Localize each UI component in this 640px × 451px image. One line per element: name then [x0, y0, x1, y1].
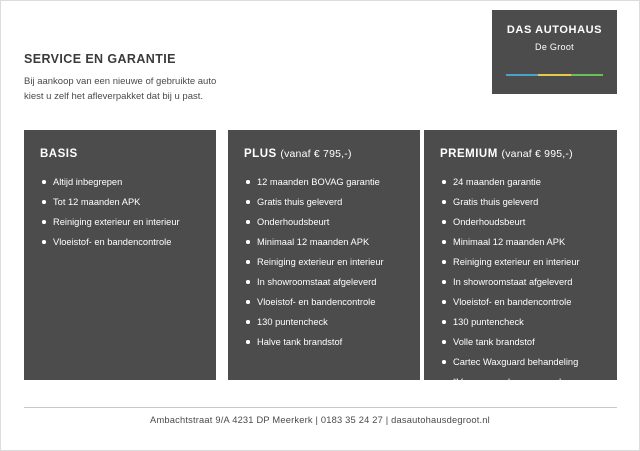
package-card-plus	[228, 130, 420, 380]
list-item: In showroomstaat afgeleverd	[440, 276, 601, 288]
list-item: Tot 12 maanden APK	[40, 196, 200, 208]
list-item: 12 maanden BOVAG garantie	[244, 176, 404, 188]
list-item: Vloeistof- en bandencontrole	[244, 296, 404, 308]
headline-line-2: kiest u zelf het afleverpakket dat bij u past.	[24, 91, 204, 102]
package-feature-list-basis	[40, 176, 200, 248]
package-footnote-premium: *Vraag naar de voorwaarden	[453, 377, 572, 387]
footer-divider	[24, 407, 617, 408]
list-item: Gratis thuis geleverd	[440, 196, 601, 208]
package-name-plus: PLUS	[244, 148, 277, 160]
company-subtitle: De Groot	[535, 42, 574, 52]
list-item: Cartec Waxguard behandeling	[440, 356, 601, 368]
list-item: Minimaal 12 maanden APK	[440, 236, 601, 248]
logo-rule-segment-3	[571, 74, 603, 76]
logo-color-rule	[506, 74, 603, 76]
list-item: 130 puntencheck	[244, 316, 404, 328]
list-item: Volle tank brandstof	[440, 336, 601, 348]
package-title-basis	[40, 148, 200, 160]
logo-rule-segment-2	[538, 74, 570, 76]
list-item: 24 maanden garantie	[440, 176, 601, 188]
package-price-plus: (vanaf € 795,-)	[280, 148, 352, 160]
list-item: 130 puntencheck	[440, 316, 601, 328]
headline-block	[24, 52, 324, 104]
package-feature-list-premium	[440, 176, 601, 388]
package-title-plus	[244, 148, 404, 160]
list-item: Reiniging exterieur en interieur	[40, 216, 200, 228]
headline-line-1: Bij aankoop van een nieuwe of gebruikte auto	[24, 76, 217, 87]
footer-contact: Ambachtstraat 9/A 4231 DP Meerkerk | 0183 35 24 27 | dasautohausdegroot.nl	[150, 415, 490, 425]
list-item: Gratis thuis geleverd	[244, 196, 404, 208]
list-item: Vloeistof- en bandencontrole	[440, 296, 601, 308]
package-name-premium: PREMIUM	[440, 148, 498, 160]
list-item: Vloeistof- en bandencontrole	[40, 236, 200, 248]
list-item: Onderhoudsbeurt	[244, 216, 404, 228]
page-title: SERVICE EN GARANTIE	[24, 52, 176, 66]
company-name: DAS AUTOHAUS	[506, 24, 603, 36]
package-title-premium	[440, 148, 601, 160]
package-card-premium	[424, 130, 617, 387]
list-item: Altijd inbegrepen	[40, 176, 200, 188]
package-feature-list-plus	[244, 176, 404, 348]
package-name-basis: BASIS	[40, 148, 78, 160]
list-item: In showroomstaat afgeleverd	[244, 276, 404, 288]
package-card-basis	[24, 130, 216, 380]
company-logo-block	[492, 10, 617, 94]
list-item: Reiniging exterieur en interieur	[440, 256, 601, 268]
logo-rule-segment-1	[506, 74, 538, 76]
list-item: Reiniging exterieur en interieur	[244, 256, 404, 268]
package-price-premium: (vanaf € 995,-)	[501, 148, 573, 160]
list-item: Minimaal 12 maanden APK	[244, 236, 404, 248]
list-item: Halve tank brandstof	[244, 336, 404, 348]
list-item: Onderhoudsbeurt	[440, 216, 601, 228]
